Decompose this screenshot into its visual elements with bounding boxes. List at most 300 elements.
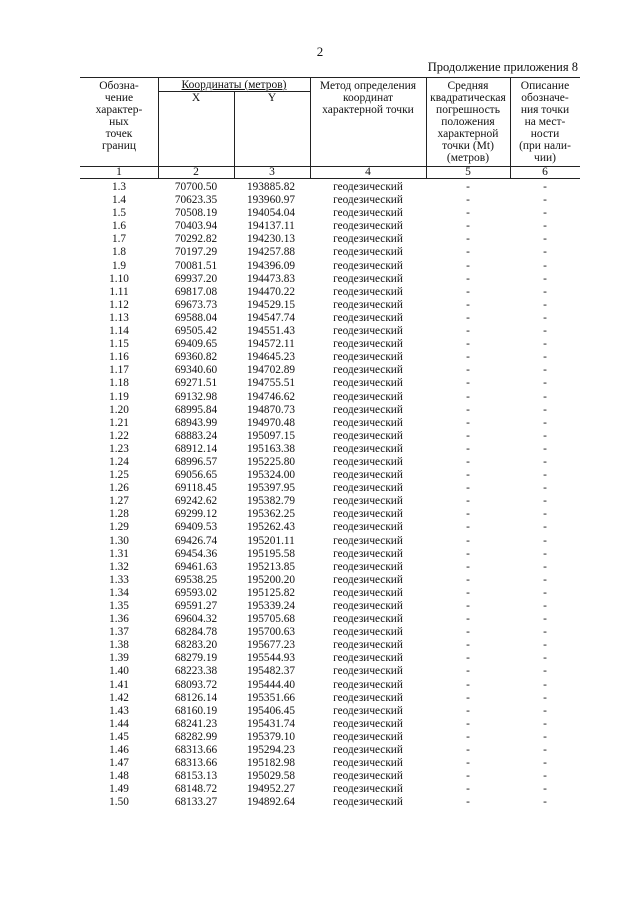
cell-coord-x: 69340.60 [174,364,218,377]
table-row [80,705,580,718]
cell-description: - [543,717,547,730]
cell-point-id: 1.15 [109,338,129,351]
continuation-label: Продолжение приложения 8 [427,60,578,74]
cell-error: - [466,259,470,272]
cell-error: - [466,521,470,534]
cell-point-id: 1.45 [109,730,129,743]
cell-error: - [466,508,470,521]
cell-description: - [543,652,547,665]
cell-error: - [466,338,470,351]
cell-point-id: 1.42 [109,691,129,704]
cell-error: - [466,233,470,246]
cell-description: - [543,704,547,717]
cell-method: геодезический [333,455,403,468]
table-row [80,665,580,678]
cell-point-id: 1.37 [109,626,129,639]
cell-coord-x: 68279.19 [174,652,218,665]
cell-error: - [466,639,470,652]
header-error: Средняя квадратическая погрешность положения характерной точки (Mt) (метров) [430,80,506,164]
cell-error: - [466,626,470,639]
cell-error: - [466,429,470,442]
cell-description: - [543,770,547,783]
table-row [80,770,580,783]
cell-coord-y: 194547.74 [246,311,295,324]
cell-coord-y: 194473.83 [246,272,295,285]
cell-point-id: 1.40 [109,665,129,678]
cell-coord-x: 69409.53 [174,521,218,534]
col-number-2: 2 [193,166,199,178]
cell-coord-x: 69242.62 [174,495,218,508]
cell-description: - [543,403,547,416]
table-row [80,364,580,377]
cell-point-id: 1.34 [109,586,129,599]
cell-point-id: 1.27 [109,495,129,508]
cell-coord-x: 68282.99 [174,730,218,743]
cell-point-id: 1.7 [111,233,127,246]
cell-description: - [543,757,547,770]
table-row [80,404,580,417]
cell-method: геодезический [333,442,403,455]
cell-error: - [466,298,470,311]
cell-coord-y: 194529.15 [246,298,295,311]
cell-coord-x: 69673.73 [174,298,218,311]
table-row [80,783,580,796]
cell-coord-y: 195351.66 [246,691,295,704]
table-row [80,443,580,456]
cell-coord-x: 69118.45 [175,482,217,495]
cell-description: - [543,442,547,455]
cell-description: - [543,298,547,311]
cell-coord-y: 195324.00 [246,469,295,482]
cell-point-id: 1.18 [109,377,129,390]
cell-description: - [543,390,547,403]
cell-coord-x: 70081.51 [174,259,218,272]
cell-error: - [466,613,470,626]
cell-point-id: 1.28 [109,508,129,521]
cell-coord-y: 195163.38 [246,442,295,455]
cell-method: геодезический [333,469,403,482]
cell-method: геодезический [333,416,403,429]
table-row [80,325,580,338]
cell-coord-x: 68153.13 [174,770,218,783]
cell-point-id: 1.26 [109,482,129,495]
cell-coord-x: 70700.50 [174,181,218,193]
cell-coord-y: 194230.13 [246,233,295,246]
table-row [80,482,580,495]
cell-coord-x: 69937.20 [174,272,218,285]
cell-error: - [466,495,470,508]
cell-coord-y: 193885.82 [246,181,295,193]
cell-description: - [543,586,547,599]
cell-coord-x: 69056.65 [174,469,218,482]
header-description: Описание обозначе- ния точки на мест- ности (при нали- чии) [519,80,571,164]
cell-point-id: 1.3 [111,181,127,193]
cell-coord-x: 68912.14 [174,442,218,455]
cell-point-id: 1.48 [109,770,129,783]
cell-error: - [466,325,470,338]
col-number-5: 5 [465,166,471,178]
cell-method: геодезический [333,403,403,416]
cell-point-id: 1.20 [109,403,129,416]
cell-method: геодезический [333,272,403,285]
col-number-3: 3 [269,166,275,178]
cell-description: - [543,678,547,691]
cell-method: геодезический [333,364,403,377]
cell-coord-y: 195705.68 [246,613,295,626]
cell-description: - [543,665,547,678]
cell-point-id: 1.13 [109,311,129,324]
table-row [80,535,580,548]
column-number-row [80,167,580,178]
cell-point-id: 1.32 [109,560,129,573]
cell-method: геодезический [333,259,403,272]
cell-coord-x: 68148.72 [174,783,218,796]
cell-point-id: 1.11 [109,285,129,298]
cell-description: - [543,416,547,429]
cell-error: - [466,547,470,560]
cell-description: - [543,246,547,259]
cell-point-id: 1.5 [111,207,127,220]
cell-coord-x: 70292.82 [174,233,218,246]
cell-coord-y: 195406.45 [246,704,295,717]
cell-error: - [466,757,470,770]
cell-coord-y: 195195.58 [246,547,295,560]
cell-error: - [466,207,470,220]
cell-coord-y: 195182.98 [246,757,295,770]
cell-point-id: 1.50 [109,796,129,809]
cell-method: геодезический [333,796,403,809]
cell-error: - [466,442,470,455]
cell-error: - [466,285,470,298]
cell-method: геодезический [333,678,403,691]
cell-error: - [466,744,470,757]
cell-description: - [543,482,547,495]
cell-error: - [466,364,470,377]
cell-error: - [466,220,470,233]
table-row [80,744,580,757]
header-x: X [191,92,201,104]
table-row [80,600,580,613]
cell-point-id: 1.30 [109,534,129,547]
table-row [80,521,580,534]
cell-description: - [543,744,547,757]
cell-description: - [543,429,547,442]
cell-point-id: 1.23 [109,442,129,455]
cell-method: геодезический [333,233,403,246]
cell-point-id: 1.38 [109,639,129,652]
cell-error: - [466,351,470,364]
cell-coord-x: 68223.38 [174,665,218,678]
header-coordinates: Координаты (метров) [181,79,287,91]
cell-point-id: 1.46 [109,744,129,757]
cell-method: геодезический [333,560,403,573]
table-row [80,312,580,325]
cell-coord-y: 194645.23 [246,351,295,364]
cell-method: геодезический [333,717,403,730]
cell-point-id: 1.39 [109,652,129,665]
cell-coord-x: 69538.25 [174,573,218,586]
table-row [80,731,580,744]
cell-coord-y: 194054.04 [246,207,295,220]
cell-error: - [466,730,470,743]
cell-coord-y: 195294.23 [246,744,295,757]
cell-description: - [543,181,547,193]
cell-error: - [466,455,470,468]
table-row [80,220,580,233]
cell-description: - [543,285,547,298]
cell-description: - [543,351,547,364]
cell-description: - [543,560,547,573]
cell-description: - [543,508,547,521]
cell-error: - [466,311,470,324]
table-row [80,299,580,312]
cell-point-id: 1.10 [109,272,129,285]
cell-method: геодезический [333,704,403,717]
cell-description: - [543,377,547,390]
cell-coord-y: 194396.09 [246,259,295,272]
cell-error: - [466,770,470,783]
cell-coord-x: 70197.29 [174,246,218,259]
cell-error: - [466,691,470,704]
cell-method: геодезический [333,207,403,220]
cell-point-id: 1.24 [109,455,129,468]
cell-point-id: 1.16 [109,351,129,364]
table-row [80,652,580,665]
cell-coord-x: 70403.94 [174,220,218,233]
cell-point-id: 1.29 [109,521,129,534]
cell-method: геодезический [333,613,403,626]
table-row [80,181,580,194]
cell-method: геодезический [333,534,403,547]
table-row [80,718,580,731]
cell-point-id: 1.9 [111,259,127,272]
cell-coord-x: 68995.84 [174,403,218,416]
cell-method: геодезический [333,744,403,757]
table-row [80,430,580,443]
cell-coord-y: 194952.27 [246,783,295,796]
cell-description: - [543,207,547,220]
table-row [80,273,580,286]
table-row [80,338,580,351]
cell-description: - [543,455,547,468]
table-row [80,207,580,220]
cell-coord-y: 195262.43 [246,521,295,534]
cell-point-id: 1.35 [109,600,129,612]
cell-point-id: 1.4 [111,194,127,207]
col-number-6: 6 [542,166,548,178]
table-row [80,561,580,574]
cell-coord-x: 68093.72 [174,678,218,691]
cell-coord-y: 195097.15 [246,429,295,442]
cell-coord-x: 69817.08 [174,285,218,298]
cell-coord-y: 194702.89 [246,364,295,377]
cell-description: - [543,613,547,626]
cell-point-id: 1.17 [109,364,129,377]
cell-error: - [466,246,470,259]
cell-coord-y: 195677.23 [246,639,295,652]
cell-description: - [543,220,547,233]
table-row [80,417,580,430]
cell-method: геодезический [333,338,403,351]
cell-error: - [466,783,470,796]
cell-method: геодезический [333,181,403,193]
cell-coord-x: 69271.51 [174,377,218,390]
cell-description: - [543,639,547,652]
cell-description: - [543,338,547,351]
cell-coord-y: 194870.73 [246,403,295,416]
cell-method: геодезический [333,311,403,324]
cell-error: - [466,534,470,547]
col-number-1: 1 [116,166,122,178]
table-row [80,469,580,482]
cell-method: геодезический [333,626,403,639]
cell-point-id: 1.41 [109,678,129,691]
cell-description: - [543,469,547,482]
cell-method: геодезический [333,757,403,770]
table-row [80,495,580,508]
cell-method: геодезический [333,325,403,338]
cell-coord-x: 68313.66 [174,757,218,770]
cell-error: - [466,665,470,678]
cell-description: - [543,547,547,560]
table-row [80,587,580,600]
cell-point-id: 1.12 [109,298,129,311]
cell-coord-y: 195382.79 [246,495,295,508]
cell-method: геодезический [333,298,403,311]
cell-point-id: 1.19 [109,390,129,403]
cell-method: геодезический [333,508,403,521]
cell-error: - [466,796,470,809]
cell-description: - [543,783,547,796]
cell-error: - [466,652,470,665]
cell-coord-y: 195544.93 [246,652,295,665]
cell-method: геодезический [333,521,403,534]
cell-method: геодезический [333,377,403,390]
table-row [80,626,580,639]
cell-coord-x: 68283.20 [174,639,218,652]
cell-coord-x: 68160.19 [174,704,218,717]
cell-coord-y: 194755.51 [246,377,295,390]
cell-method: геодезический [333,194,403,207]
cell-coord-x: 69426.74 [174,534,218,547]
cell-coord-y: 194746.62 [246,390,295,403]
cell-method: геодезический [333,586,403,599]
cell-method: геодезический [333,220,403,233]
page-number: 2 [316,44,324,59]
cell-coord-x: 68241.23 [174,717,218,730]
cell-coord-x: 69461.63 [174,560,218,573]
cell-coord-x: 70623.35 [174,194,218,207]
table-row [80,548,580,561]
cell-method: геодезический [333,770,403,783]
header-y: Y [267,92,277,104]
cell-coord-x: 68943.99 [174,416,218,429]
cell-coord-x: 69591.27 [174,600,218,612]
cell-coord-y: 194137.11 [247,220,295,233]
cell-error: - [466,181,470,193]
cell-point-id: 1.44 [109,717,129,730]
table-row [80,692,580,705]
cell-error: - [466,416,470,429]
cell-coord-x: 69360.82 [174,351,218,364]
cell-error: - [466,194,470,207]
cell-error: - [466,390,470,403]
cell-coord-y: 194470.22 [246,285,295,298]
cell-coord-x: 69505.42 [174,325,218,338]
cell-coord-x: 69132.98 [174,390,218,403]
cell-method: геодезический [333,600,403,612]
table-row [80,260,580,273]
cell-coord-y: 194572.11 [247,338,295,351]
cell-description: - [543,325,547,338]
cell-error: - [466,403,470,416]
cell-error: - [466,377,470,390]
cell-coord-x: 68126.14 [174,691,218,704]
cell-coord-y: 195225.80 [246,455,295,468]
cell-description: - [543,534,547,547]
cell-coord-x: 69409.65 [174,338,218,351]
cell-point-id: 1.47 [109,757,129,770]
header-designation: Обозна- чение характер- ных точек границ [95,80,143,152]
cell-description: - [543,495,547,508]
cell-point-id: 1.33 [109,573,129,586]
cell-point-id: 1.25 [109,469,129,482]
table-row [80,286,580,299]
cell-point-id: 1.14 [109,325,129,338]
cell-coord-y: 195201.11 [247,534,295,547]
cell-coord-y: 195213.85 [246,560,295,573]
table-row [80,233,580,246]
table-row [80,377,580,390]
cell-coord-y: 195339.24 [246,600,295,612]
table-row [80,757,580,770]
cell-description: - [543,233,547,246]
cell-description: - [543,600,547,612]
cell-coord-x: 69604.32 [174,613,218,626]
cell-point-id: 1.6 [111,220,127,233]
cell-description: - [543,796,547,809]
table-row [80,639,580,652]
cell-coord-x: 69593.02 [174,586,218,599]
cell-description: - [543,364,547,377]
cell-error: - [466,482,470,495]
cell-coord-y: 195379.10 [246,730,295,743]
cell-coord-y: 195700.63 [246,626,295,639]
cell-error: - [466,469,470,482]
cell-point-id: 1.43 [109,704,129,717]
table-body [80,181,580,810]
cell-coord-y: 195125.82 [246,586,295,599]
cell-coord-y: 195362.25 [246,508,295,521]
cell-method: геодезический [333,390,403,403]
cell-point-id: 1.8 [111,246,127,259]
table-row [80,351,580,364]
cell-coord-y: 194551.43 [246,325,295,338]
table-row [80,391,580,404]
cell-method: геодезический [333,285,403,298]
cell-method: геодезический [333,547,403,560]
cell-method: геодезический [333,573,403,586]
cell-description: - [543,626,547,639]
cell-point-id: 1.31 [109,547,129,560]
cell-coord-y: 195444.40 [246,678,295,691]
cell-coord-x: 68284.78 [174,626,218,639]
cell-method: геодезический [333,665,403,678]
table-header [80,77,580,179]
table-row [80,679,580,692]
cell-coord-x: 68133.27 [174,796,218,809]
table-row [80,456,580,469]
